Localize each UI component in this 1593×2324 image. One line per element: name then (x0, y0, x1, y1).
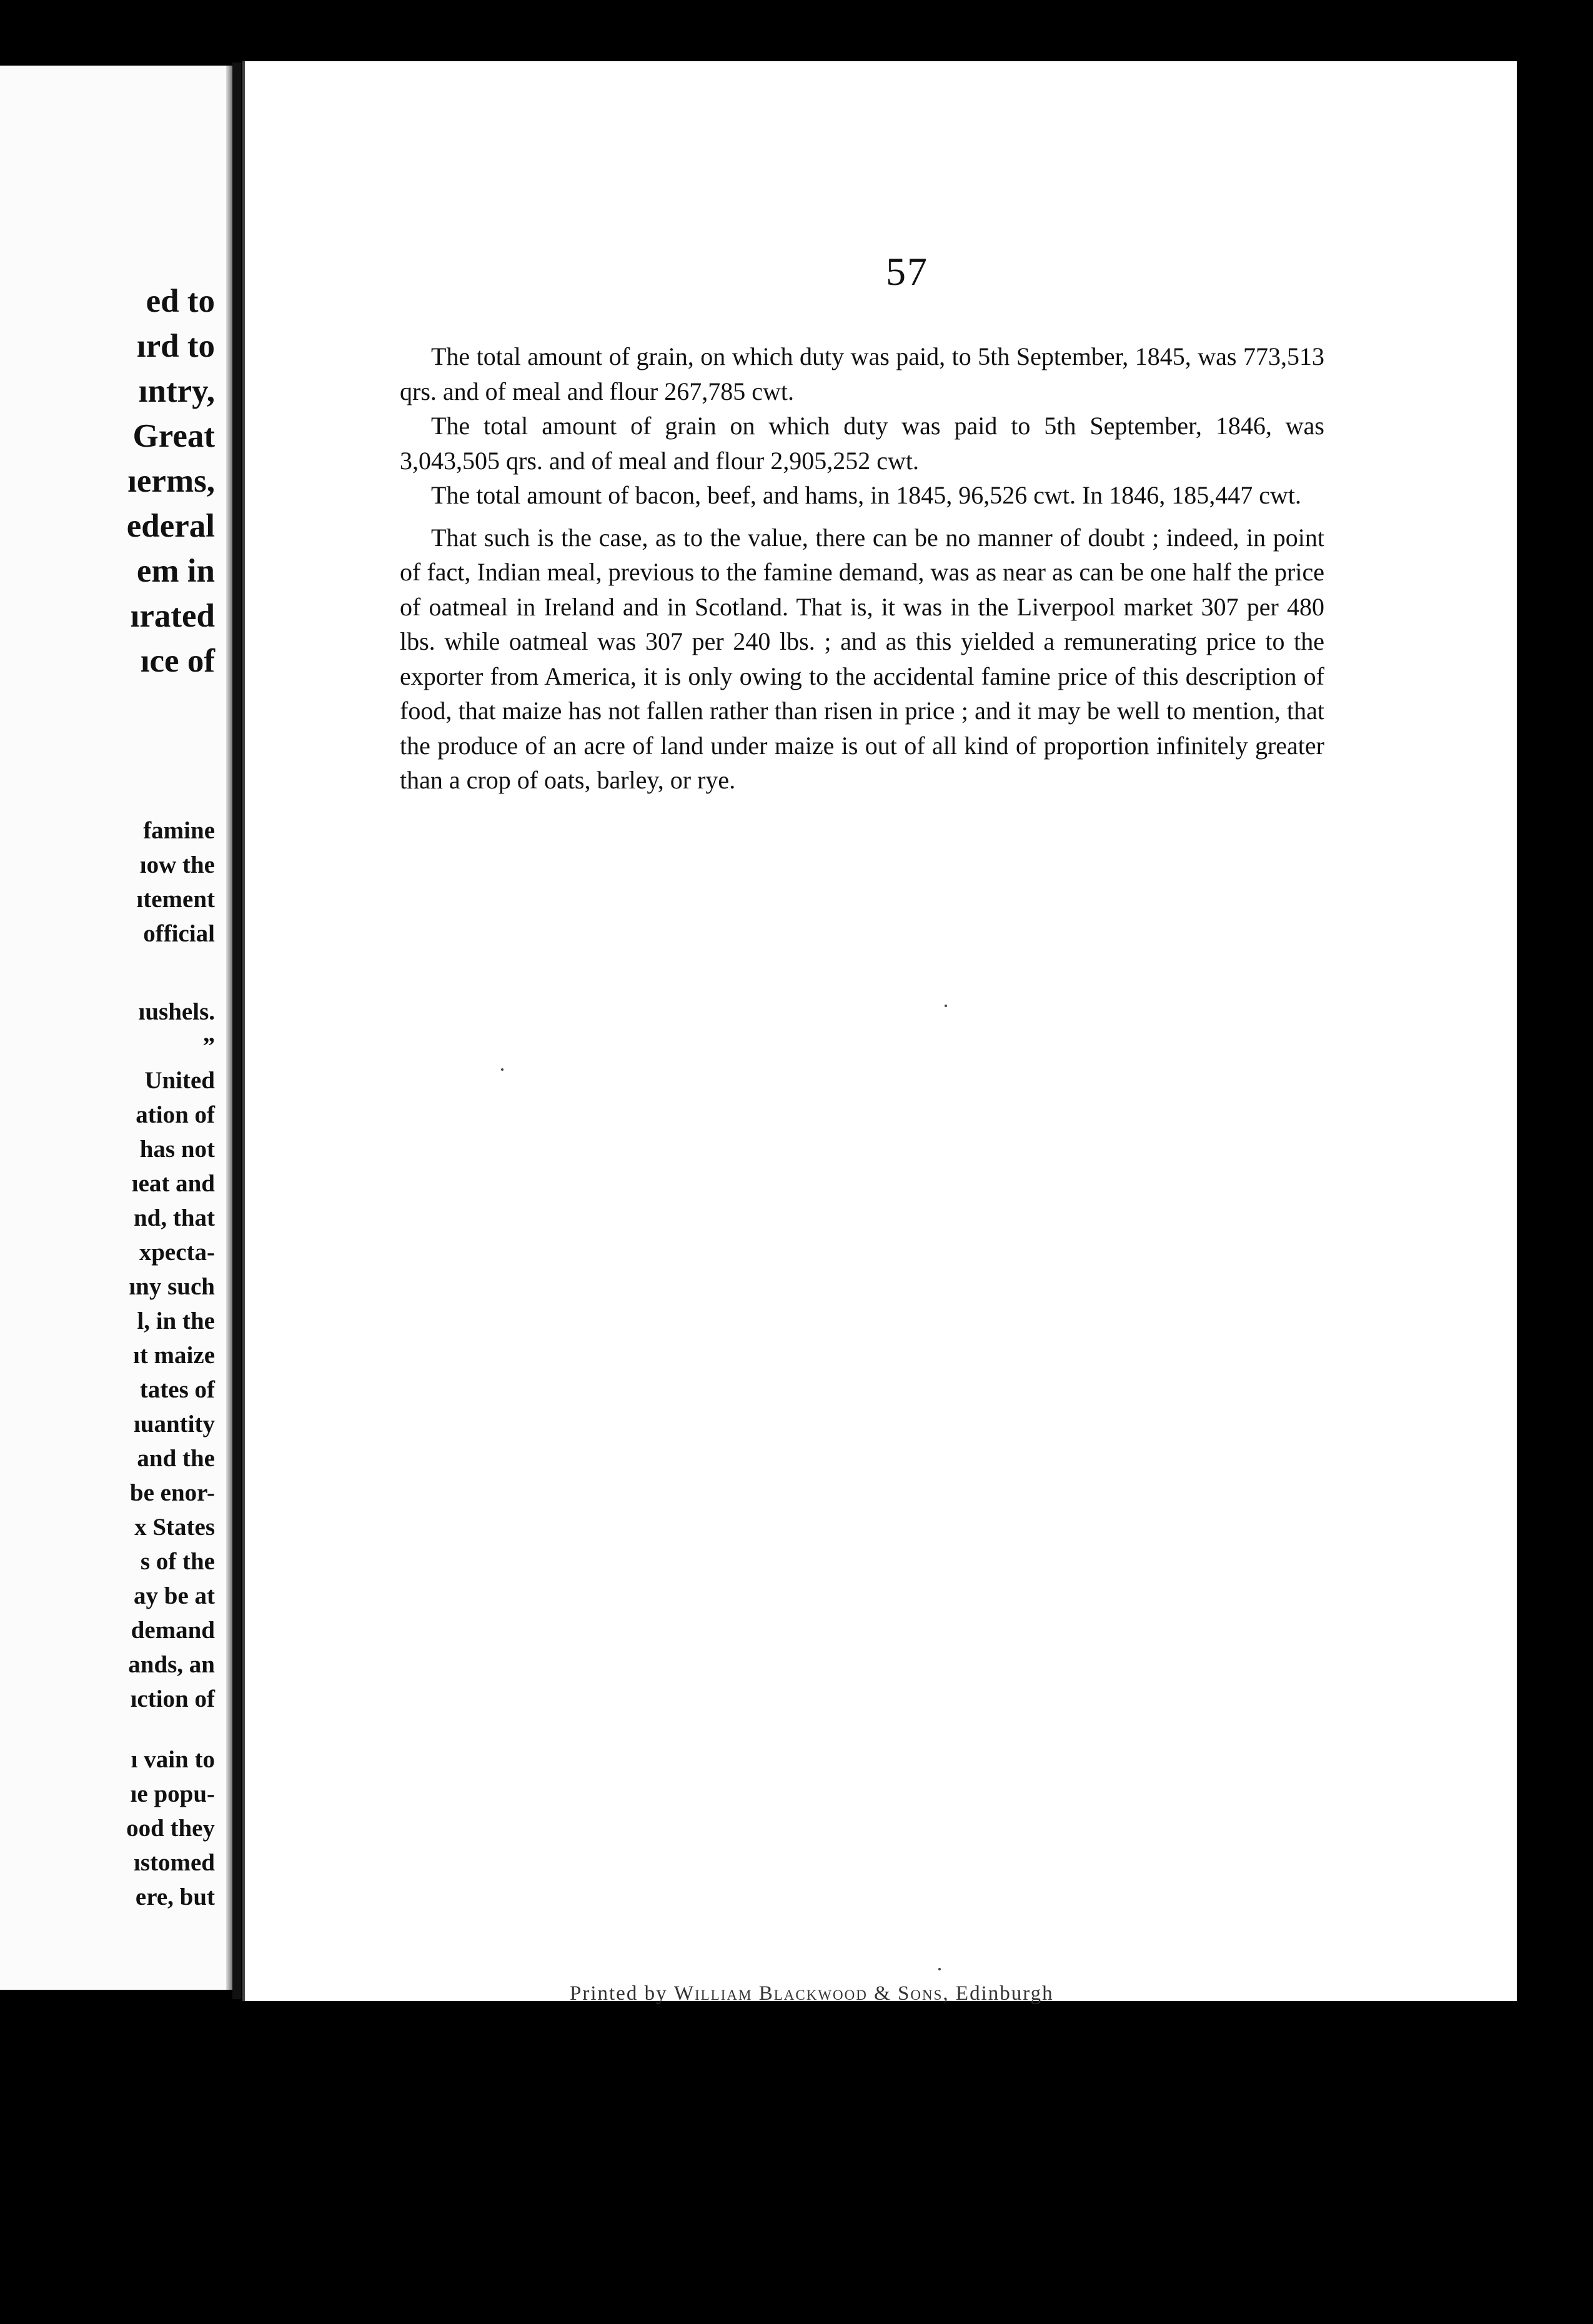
left-page-line: x States (134, 1514, 215, 1541)
left-page-line: ation of (136, 1101, 215, 1128)
left-page-line: nd, that (133, 1204, 215, 1231)
left-page-line: ıce of (140, 643, 215, 679)
page-number: 57 (886, 249, 928, 294)
paragraph-grain-1845: The total amount of grain, on which duty was paid, to 5th September, 1845, was 773,513 qrs. and of meal and flour 267,785 cwt. (400, 342, 1324, 405)
left-page-line: ıstomed (134, 1849, 215, 1876)
left-page-line: l, in the (137, 1308, 215, 1334)
left-page-line: ıeat and (131, 1170, 215, 1197)
body-text (400, 339, 1324, 798)
left-page-line: ıtement (136, 886, 215, 913)
imprint-printer-name: William Blackwood & Sons (673, 1982, 943, 2005)
book-gutter (232, 62, 241, 1999)
left-page-line: tates of (139, 1376, 215, 1403)
imprint-suffix: , Edinburgh (943, 1982, 1054, 2005)
left-page-line: ood they (126, 1815, 215, 1842)
left-page-line: ederal (126, 508, 215, 544)
left-page-line: and the (137, 1445, 215, 1472)
left-page-line: ere, but (135, 1884, 215, 1910)
left-page-line: ı vain to (131, 1746, 215, 1773)
left-page-line: ırd to (136, 328, 215, 364)
left-facing-page (0, 66, 232, 1990)
left-page-line: United (144, 1067, 215, 1094)
left-page-line: official (143, 920, 215, 947)
left-page-line: s of the (140, 1548, 215, 1575)
paragraph-maize-price: That such is the case, as to the value, there can be no manner of doubt ; indeed, in point of fact, Indian meal, previous to the famine demand, was as near as can be one half the price of oatmeal in Ireland and in Scotland. That is, it was in the Liverpool market 307 per 480 lbs. while oatmeal was 307 per 240 lbs. ; and as this yielded a remunerating price to the exporter from America, it is only owing to the accidental famine price of this description of food, that maize has not fallen rather than risen in price ; and it may be well to mention, that the produce of an acre of land under maize is out of all kind of proportion infinitely greater than a crop of oats, barley, or rye. (400, 523, 1324, 794)
left-page-line: Great (132, 418, 215, 454)
imprint-prefix: Printed by (570, 1982, 674, 2005)
left-page-line: famine (143, 817, 215, 844)
page-edge (226, 66, 232, 1990)
paper-speck (945, 1005, 947, 1007)
left-page-line: ıow the (139, 852, 215, 878)
main-page (242, 61, 1517, 2005)
left-page-line: ıushels. (138, 998, 215, 1025)
left-page-line: ıerms, (127, 463, 215, 499)
left-page-line: ıuantity (133, 1411, 215, 1438)
left-page-line: ıt maize (132, 1342, 215, 1369)
left-page-line: ıe popu- (130, 1780, 215, 1807)
left-page-line: ıny such (129, 1273, 215, 1300)
left-page-line: ands, an (128, 1651, 215, 1678)
paper-speck (938, 1968, 941, 1970)
left-page-line: has not (139, 1136, 215, 1163)
left-page-line: em in (136, 553, 215, 589)
printer-imprint (570, 1982, 1132, 2005)
left-page-line: ay be at (134, 1582, 215, 1609)
paragraph-bacon-beef-hams: The total amount of bacon, beef, and hams, in 1845, 96,526 cwt. In 1846, 185,447 cwt. (431, 481, 1302, 509)
left-page-line: xpecta- (139, 1239, 215, 1266)
left-page-line: ” (202, 1033, 215, 1060)
left-page-line: ırated (130, 598, 215, 634)
left-page-line: demand (131, 1617, 215, 1644)
left-page-line: ed to (146, 283, 215, 319)
paper-speck (501, 1068, 504, 1071)
left-page-line: ıntry, (138, 373, 215, 409)
left-page-line: ıction of (130, 1686, 215, 1712)
left-page-line: be enor- (129, 1479, 215, 1506)
paragraph-grain-1846: The total amount of grain on which duty was paid to 5th September, 1846, was 3,043,505 qrs. and of meal and flour 2,905,252 cwt. (400, 412, 1324, 475)
